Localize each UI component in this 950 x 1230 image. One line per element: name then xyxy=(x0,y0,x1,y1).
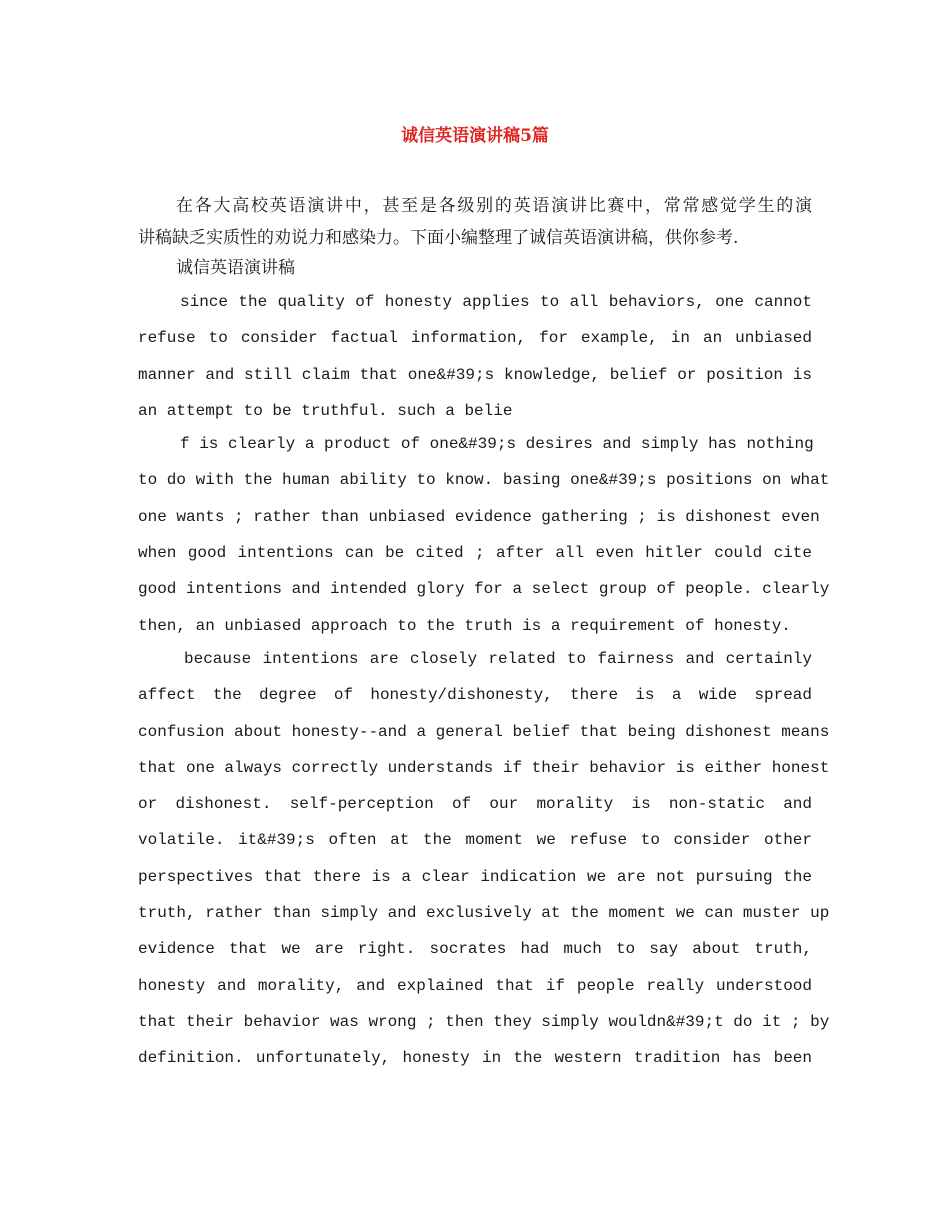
text-line: because intentions are closely related to fairness and certainly xyxy=(184,649,812,668)
speech-paragraph-2 xyxy=(138,426,830,644)
text-line: perspectives that there is a clear indication we are not pursuing the xyxy=(138,867,812,886)
text-line: or dishonest. self-perception of our morality is non-static and xyxy=(138,795,812,814)
document-body xyxy=(138,190,830,1077)
text-line: that their behavior was wrong ; then they simply wouldn&#39;t do it ; by xyxy=(138,1012,830,1031)
text-line: that one always correctly understands if their behavior is either honest xyxy=(138,758,830,777)
text-line: affect the degree of honesty/dishonesty, there is a wide spread xyxy=(138,686,812,705)
intro-line: 在各大高校英语演讲中，甚至是各级别的英语演讲比赛中，常常感觉学生的演 xyxy=(176,196,812,216)
text-line: refuse to consider factual information, for example, in an unbiased xyxy=(138,329,812,348)
text-line: confusion about honesty--and a general belief that being dishonest means xyxy=(138,722,830,741)
text-line: then, an unbiased approach to the truth is a requirement of honesty. xyxy=(138,616,791,635)
text-line: manner and still claim that one&#39;s knowledge, belief or position is xyxy=(138,365,812,384)
text-line: one wants ; rather than unbiased evidence gathering ; is dishonest even xyxy=(138,507,820,526)
text-line: f is clearly a product of one&#39;s desires and simply has nothing xyxy=(180,435,814,454)
text-line: honesty and morality, and explained that if people really understood xyxy=(138,976,812,995)
text-line: evidence that we are right. socrates had much to say about truth, xyxy=(138,940,812,959)
text-line: since the quality of honesty applies to all behaviors, one cannot xyxy=(180,293,812,311)
text-line: good intentions and intended glory for a select group of people. clearly xyxy=(138,580,830,599)
text-line: definition. unfortunately, honesty in the western tradition has been xyxy=(138,1049,812,1068)
speech-paragraph-3 xyxy=(138,641,830,1077)
text-line: volatile. it&#39;s often at the moment we refuse to consider other xyxy=(138,831,812,850)
intro-paragraph xyxy=(138,190,812,254)
text-line: to do with the human ability to know. basing one&#39;s positions on what xyxy=(138,471,830,490)
text-line: truth, rather than simply and exclusively at the moment we can muster up xyxy=(138,904,830,923)
text-line: an attempt to be truthful. such a belie xyxy=(138,401,513,420)
intro-line: 讲稿缺乏实质性的劝说力和感染力。下面小编整理了诚信英语演讲稿，供你参考. xyxy=(138,228,739,248)
speech-paragraph-1 xyxy=(138,284,812,429)
text-line: when good intentions can be cited ; after all even hitler could cite xyxy=(138,544,812,563)
section-subheading: 诚信英语演讲稿 xyxy=(176,258,295,278)
document-title: 诚信英语演讲稿5篇 xyxy=(401,126,549,146)
